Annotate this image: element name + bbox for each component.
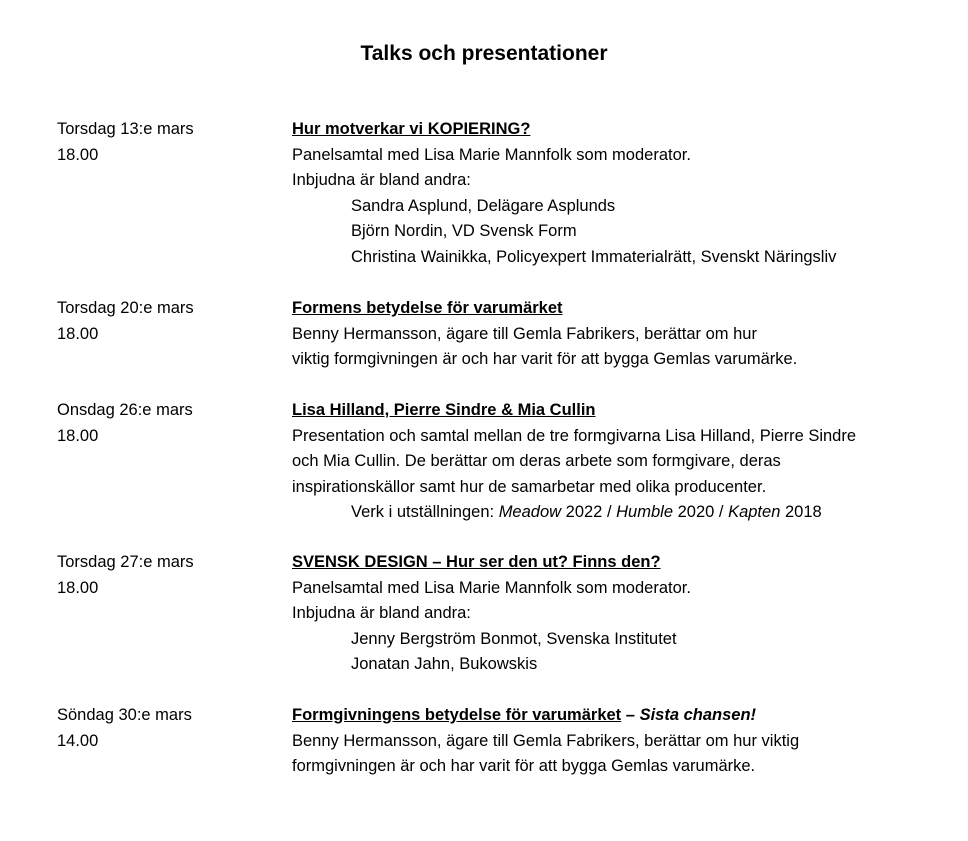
event-time: 18.00: [57, 145, 99, 164]
event-time: 18.00: [57, 578, 99, 597]
event-line: Presentation och samtal mellan de tre formgivarna Lisa Hilland, Pierre Sindre: [292, 426, 857, 445]
event-line: inspirationskällor samt hur de samarbetar med olika producenter.: [292, 477, 767, 496]
guest-item: Sandra Asplund, Delägare Asplunds: [351, 196, 616, 215]
event-day: Torsdag 27:e mars: [57, 553, 194, 571]
event-line: Inbjudna är bland andra:: [292, 171, 471, 189]
work-year: 2020: [677, 503, 715, 521]
work-title: Meadow: [498, 503, 562, 521]
event-date-3: [57, 398, 193, 449]
guest-item: Jenny Bergström Bonmot, Svenska Institutet: [351, 629, 677, 648]
event-date-4: [57, 550, 194, 601]
event-day: Söndag 30:e mars: [57, 706, 192, 724]
event-body-3: [292, 398, 952, 526]
work-title: Kapten: [728, 503, 781, 521]
event-heading: Lisa Hilland, Pierre Sindre & Mia Cullin: [292, 401, 596, 419]
guest-item: Björn Nordin, VD Svensk Form: [351, 222, 577, 240]
heading-dash: –: [625, 706, 635, 724]
event-date-1: [57, 117, 194, 168]
event-heading: Formgivningens betydelse för varumärket: [292, 706, 622, 724]
event-body-5: [292, 703, 952, 780]
event-body-1: [292, 117, 952, 270]
event-heading: Hur motverkar vi KOPIERING?: [292, 120, 531, 138]
heading-suffix: Sista chansen!: [639, 706, 757, 724]
event-line: Inbjudna är bland andra:: [292, 604, 471, 622]
event-line: Panelsamtal med Lisa Marie Mannfolk som moderator.: [292, 145, 691, 164]
event-heading: Formens betydelse för varumärket: [292, 299, 563, 317]
guest-item: Jonatan Jahn, Bukowskis: [351, 655, 538, 673]
works-prefix: Verk i utställningen:: [351, 503, 495, 521]
event-date-2: [57, 296, 194, 347]
event-line: Panelsamtal med Lisa Marie Mannfolk som moderator.: [292, 578, 691, 597]
event-line: formgivningen är och har varit för att bygga Gemlas varumärke.: [292, 757, 756, 775]
guest-item: Christina Wainikka, Policyexpert Immaterialrätt, Svenskt Näringsliv: [351, 247, 837, 266]
event-line: viktig formgivningen är och har varit för att bygga Gemlas varumärke.: [292, 350, 798, 368]
event-time: 14.00: [57, 731, 99, 750]
event-day: Torsdag 13:e mars: [57, 120, 194, 138]
event-date-5: [57, 703, 192, 754]
works-line: Verk i utställningen: Meadow 2022 / Humble 2020 / Kapten 2018: [351, 503, 822, 521]
event-body-4: [292, 550, 952, 678]
page-title: Talks och presentationer: [360, 42, 608, 65]
event-line: Benny Hermansson, ägare till Gemla Fabrikers, berättar om hur: [292, 324, 757, 343]
event-body-2: [292, 296, 952, 373]
event-day: Torsdag 20:e mars: [57, 299, 194, 317]
event-time: 18.00: [57, 426, 99, 445]
event-line: och Mia Cullin. De berättar om deras arbete som formgivare, deras: [292, 452, 781, 470]
work-year: 2022: [565, 503, 603, 521]
work-title: Humble: [616, 503, 673, 521]
event-day: Onsdag 26:e mars: [57, 401, 193, 419]
work-year: 2018: [784, 503, 822, 521]
event-line: Benny Hermansson, ägare till Gemla Fabrikers, berättar om hur viktig: [292, 731, 800, 750]
event-time: 18.00: [57, 324, 99, 343]
event-heading: SVENSK DESIGN – Hur ser den ut? Finns den?: [292, 553, 661, 571]
